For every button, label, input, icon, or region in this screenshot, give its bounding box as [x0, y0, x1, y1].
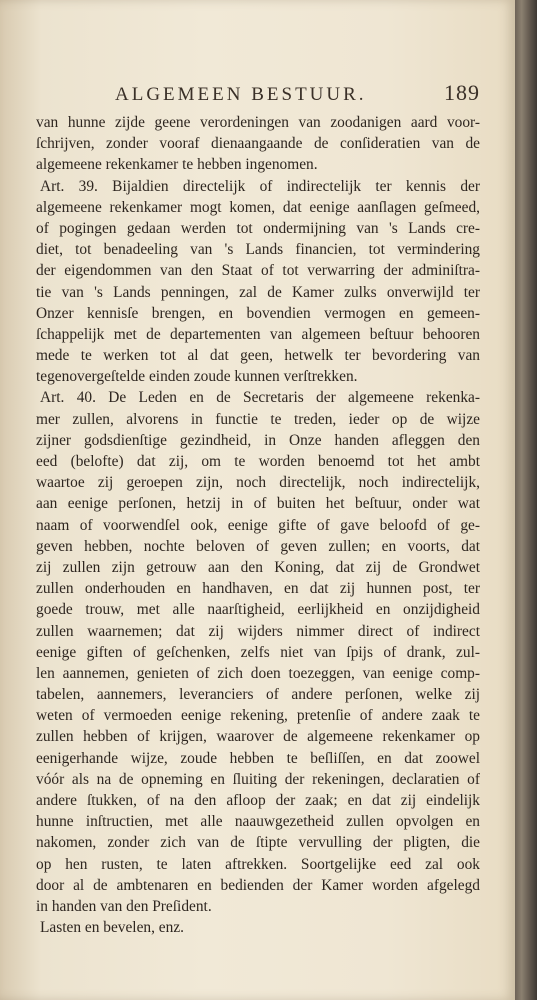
text-line: ſchrijven, zonder vooraf dienaangaande de conſideratien van de [36, 135, 480, 153]
text-line: geven hebben, nochte beloven of geven zullen; en voorts, dat [36, 537, 480, 555]
text-line: op hen rusten, te laten aftrekken. Soortgelijke eed zal ook [36, 855, 480, 873]
text-line: zullen waarnemen; dat zij wijders nimmer direct of indirect [36, 622, 480, 640]
page-edge [515, 0, 537, 1000]
text-line: algemeene rekenkamer mogt komen, dat eenige aanſlagen geſmeed, [36, 198, 480, 216]
text-line: zullen hebben of krijgen, waarover de algemeene rekenkamer op [36, 728, 480, 746]
text-line: len aannemen, genieten of zich doen toezeggen, van eenige comp- [36, 664, 480, 682]
page-header [70, 78, 480, 108]
text-line: van hunne zijde geene verordeningen van zoodanigen aard voor- [36, 114, 480, 131]
text-line: waartoe zij geroepen zijn, noch directelijk, noch indirectelijk, [36, 474, 480, 492]
text-line: zullen onderhouden en handhaven, en dat zij hunnen post, ter [36, 580, 480, 598]
text-line: zij zullen zijn getrouw aan den Koning, dat zij de Grondwet [36, 558, 480, 576]
text-line: Art. 39. Bijaldien directelijk of indirectelijk ter kennis der [40, 177, 480, 195]
text-line: mer zullen, alvorens in functie te treden, ieder op de wijze [36, 410, 480, 428]
text-line: diet, tot benadeeling van 's Lands financien, tot vermindering [36, 241, 480, 259]
text-line: in handen van den Preſident. [36, 897, 212, 915]
text-line: tie van 's Lands penningen, zal de Kamer zulks onverwijld ter [36, 283, 480, 301]
text-line: nakomen, zonder zich van de ſtipte vervulling der pligten, die [36, 834, 480, 852]
text-line: andere ſtukken, of na den afloop der zaak; en dat zij eindelijk [36, 792, 480, 809]
text-line: vóór als na de opneming en ſluiting der rekeningen, declaratien of [36, 770, 480, 788]
text-line: der eigendommen van den Staat of tot verwarring der adminiſtra- [36, 262, 480, 280]
text-line: tabelen, aannemers, leveranciers of andere perſonen, welke zij [36, 686, 480, 704]
text-line: goede trouw, met alle naarſtigheid, eerlijkheid en onzijdigheid [36, 601, 480, 619]
text-line: hunne inſtructien, met alle naauwgezetheid zullen opvolgen en [36, 813, 480, 831]
text-line: algemeene rekenkamer te hebben ingenomen. [36, 156, 318, 174]
text-line: eenige giften of geſchenken, zelfs niet van ſpijs of drank, zul- [36, 643, 480, 661]
text-line: mede te werken tot al dat geen, hetwelk ter bevordering van [36, 347, 480, 365]
text-line: of pogingen gedaan werden tot ondermijning van 's Lands cre- [36, 219, 480, 237]
text-line: weten of vermoeden eenige rekening, pretenſie of andere zaak te [36, 707, 480, 725]
text-line: tegenovergeſtelde einden zoude kunnen verſtrekken. [36, 368, 358, 386]
body-text [36, 112, 480, 938]
text-line: eenigerhande wijze, zoude hebben te beſliſſen, en dat zoowel [36, 749, 480, 767]
text-line: naam of voorwendſel ook, eenige gifte of gave beloofd of ge- [36, 516, 480, 534]
text-line: Lasten en bevelen, enz. [40, 919, 185, 937]
running-title: ALGEMEEN BESTUUR. [115, 84, 367, 105]
text-line: Onzer kennisſe brengen, en bovendien vermogen en gemeen- [36, 304, 480, 322]
text-line: eed (belofte) dat zij, om te worden benoemd tot het ambt [36, 453, 480, 470]
text-line: zijner godsdienſtige gezindheid, in Onze handen afleggen den [36, 431, 480, 449]
page-number: 189 [444, 80, 480, 105]
text-line: Art. 40. De Leden en de Secretaris der algemeene rekenka- [40, 389, 480, 407]
text-line: door al de ambtenaren en bedienden der Kamer worden afgelegd [36, 876, 480, 894]
text-line: ſchappelijk met de departementen van algemeen beſtuur behooren [36, 325, 480, 343]
text-line: aan eenige perſonen, hetzij in of buiten het beſtuur, onder wat [36, 495, 480, 513]
